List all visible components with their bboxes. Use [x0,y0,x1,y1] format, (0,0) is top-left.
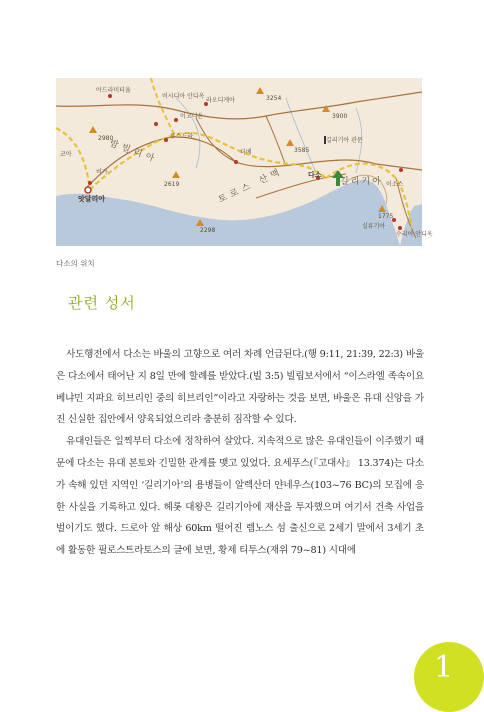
map-label-elev-2980: 2980 [98,135,114,142]
map-label-cilician-gates: 길리기아 관문 [326,137,363,144]
body-text [56,344,424,562]
map-label-elev-3254: 3254 [266,95,282,102]
map-label-perga: 버가 [96,169,108,176]
map-label-derbe: 더베 [240,149,252,156]
map-label-adramyttium: 아드라미티움 [96,87,131,94]
map-label-attalia: 앗달리아 [78,195,106,203]
map-label-seleucia: 실류기아 [362,223,386,230]
map-graphic [56,78,422,246]
tarsus-location-map [56,78,433,246]
paragraph: 유대인들은 일찍부터 다소에 정착하여 살았다. 지속적으로 많은 유대인들이 이주했기 때문에 다소는 유대 본토와 긴밀한 관계를 맺고 있었다. 요세푸스(『고대사』 13.374)는 다소가 속해 있던 지역인 ‘길리기아’의 용병들이 알렉산더 얀네우스(103~76 BC)의 모집에 응한 사실을 기록하고 있다. 헤롯 대왕은 길리기아에 재산을 투자했으며 여기서 건축 사업을 벌이기도 했다. 드로아 앞 해상 60km 떨어진 렘노스 섬 출신으로 2세기 말에서 3세기 초에 활동한 필로스트라토스의 글에 보면, 황제 티투스(재위 79~81) 시대에 [56,436,424,557]
map-label-elev-3585: 3585 [294,147,310,154]
map-label-elev-2619: 2619 [164,181,180,188]
map-label-tarsus: 다소 [308,171,322,179]
map-label-elev-3900: 3900 [332,113,348,120]
map-label-elev-1775: 1775 [378,213,394,220]
section-heading: 관련 성서 [68,294,136,312]
map-caption: 다소의 위치 [56,259,95,268]
page-number: 1 [434,650,454,685]
map-label-syrian-antioch: 수리아 안디옥 [396,231,433,238]
paragraph: 사도행전에서 다소는 바울의 고향으로 여러 차례 언급된다.(행 9:11, 21:39, 22:3) 바울은 다소에서 태어난 지 8일 만에 할례를 받았다.(빌 3:5) 빌립보서에서 “이스라엘 족속이요 베냐민 지파요 히브리인 중의 히브리인”이라고 자랑하는 것을 보면, 바울은 유대 신앙을 가진 신실한 집안에서 양육되었으리라 충분히 짐작할 수 있다. [56,349,424,426]
map-label-cilicia: 길리기아 [340,177,383,187]
map-label-pamphylia: 밤빌리아 [107,138,160,166]
map-label-laodicea: 라오디게아 [206,97,235,104]
map-label-lystra: 루스드라 [170,133,194,140]
map-label-elev-2298: 2298 [200,227,216,234]
map-label-issus: 이소스 [386,181,404,188]
map-label-taurus: 토로스 산맥 [216,166,285,206]
map-label-iconium: 이고니온 [180,113,204,120]
map-label-colossae: 코아 [60,151,72,158]
map-label-pisidian-antioch: 비시디아 안디옥 [162,93,205,100]
